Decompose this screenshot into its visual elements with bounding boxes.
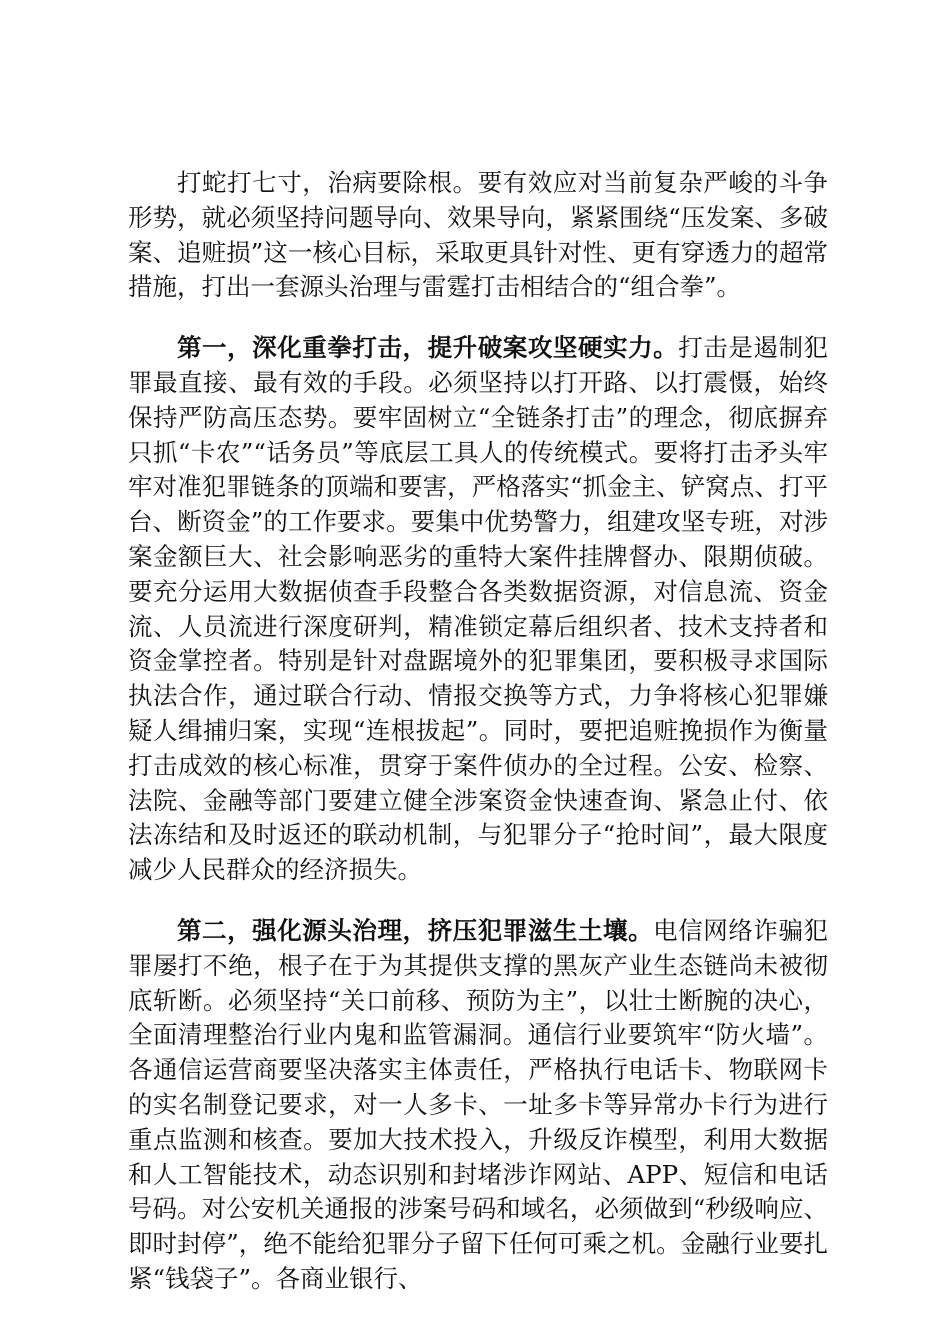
paragraph-point-one — [128, 331, 828, 888]
paragraph-text: 打蛇打七寸，治病要除根。要有效应对当前复杂严峻的斗争形势，就必须坚持问题导向、效果导向，紧紧围绕“压发案、多破案、追赃损”这一核心目标，采取更具针对性、更有穿透力的超常措施，打出一套源头治理与雷霆打击相结合的“组合拳”。 — [128, 168, 828, 302]
paragraph-point-two — [128, 914, 828, 1297]
paragraph-lead-heading: 第二，强化源头治理，挤压犯罪滋生土壤。 — [177, 915, 654, 945]
paragraph-lead-heading: 第一，深化重拳打击，提升破案攻坚硬实力。 — [177, 333, 679, 363]
document-body — [128, 166, 828, 1323]
paragraph-text: 电信网络诈骗犯罪屡打不绝，根子在于为其提供支撑的黑灰产业生态链尚未被彻底斩断。必须坚持“关口前移、预防为主”，以壮士断腕的决心，全面清理整治行业内鬼和监管漏洞。通信行业要筑牢“防火墙”。各通信运营商要坚决落实主体责任，严格执行电话卡、物联网卡的实名制登记要求，对一人多卡、一址多卡等异常办卡行为进行重点监测和核查。要加大技术投入，升级反诈模型，利用大数据和人工智能技术，动态识别和封堵涉诈网站、APP、短信和电话号码。对公安机关通报的涉案号码和域名，必须做到“秒级响应、即时封停”，绝不能给犯罪分子留下任何可乘之机。金融行业要扎紧“钱袋子”。各商业银行、 — [128, 915, 828, 1293]
paragraph-text: 打击是遏制犯罪最直接、最有效的手段。必须坚持以打开路、以打震慑，始终保持严防高压态势。要牢固树立“全链条打击”的理念，彻底摒弃只抓“卡农”“话务员”等底层工具人的传统模式。要将打击矛头牢牢对准犯罪链条的顶端和要害，严格落实“抓金主、铲窝点、打平台、断资金”的工作要求。要集中优势警力，组建攻坚专班，对涉案金额巨大、社会影响恶劣的重特大案件挂牌督办、限期侦破。要充分运用大数据侦查手段整合各类数据资源，对信息流、资金流、人员流进行深度研判，精准锁定幕后组织者、技术支持者和资金掌控者。特别是针对盘踞境外的犯罪集团，要积极寻求国际执法合作，通过联合行动、情报交换等方式，力争将核心犯罪嫌疑人缉捕归案，实现“连根拔起”。同时，要把追赃挽损作为衡量打击成效的核心标准，贯穿于案件侦办的全过程。公安、检察、法院、金融等部门要建立健全涉案资金快速查询、紧急止付、依法冻结和及时返还的联动机制，与犯罪分子“抢时间”，最大限度减少人民群众的经济损失。 — [128, 333, 829, 885]
paragraph-intro — [128, 166, 828, 305]
